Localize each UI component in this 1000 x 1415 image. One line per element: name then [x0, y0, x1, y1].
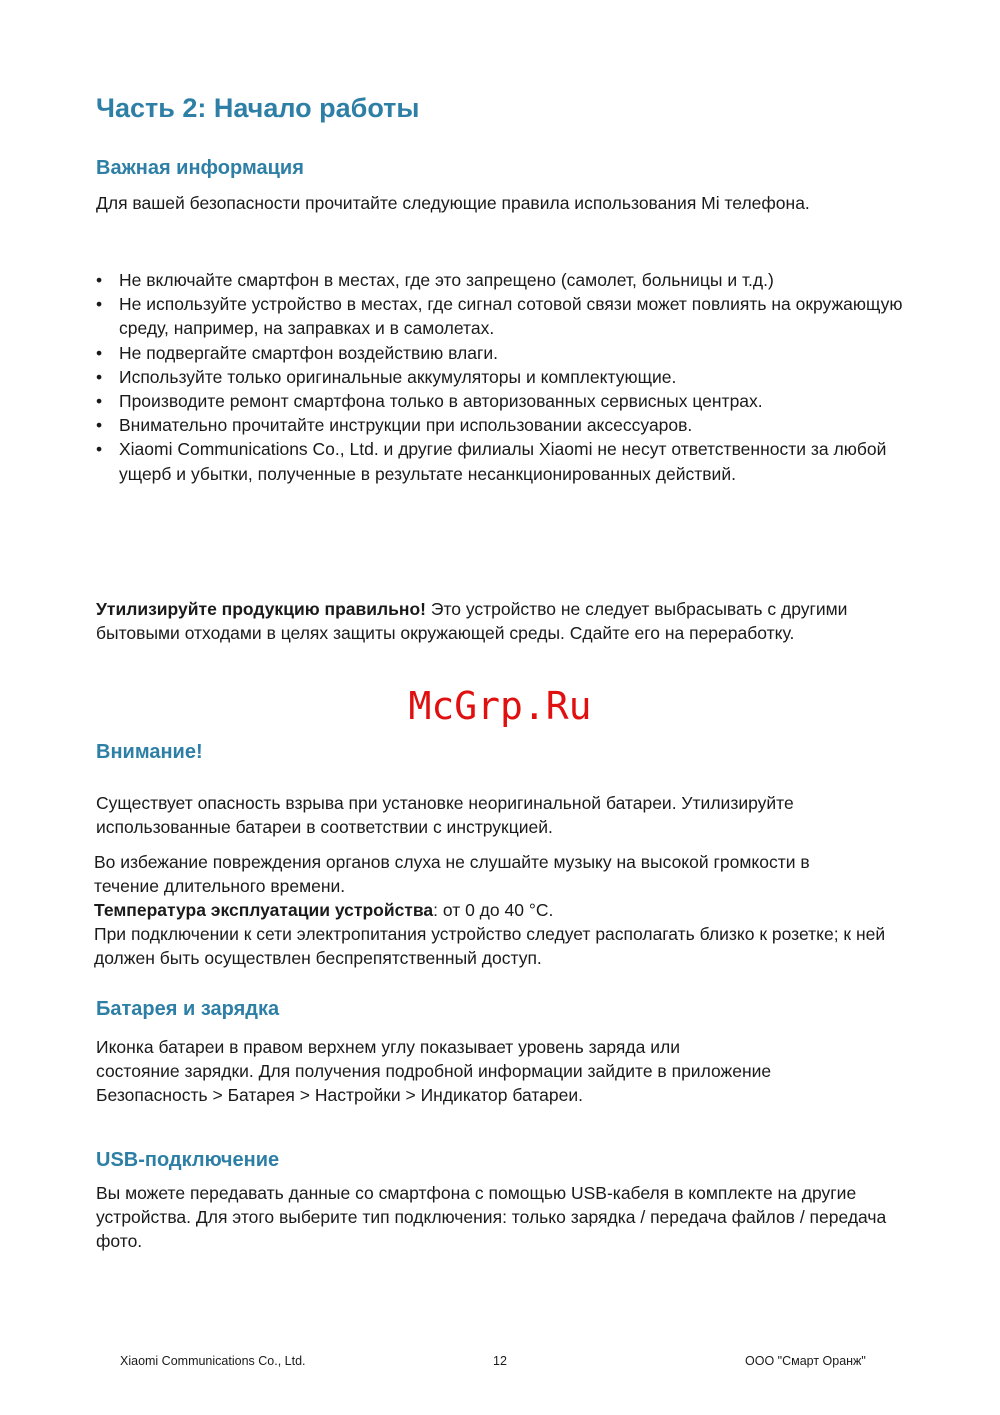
temperature-value: : от 0 до 40 °C.	[433, 900, 554, 920]
warning-socket: При подключении к сети электропитания устройство следует располагать близко к розетке; к ней должен быть осуществлен беспрепятственный доступ.	[94, 924, 886, 968]
usb-paragraph: Вы можете передавать данные со смартфона с помощью USB-кабеля в комплекте на другие устройства. Для этого выберите тип подключения: только зарядка / передача файлов / передача фото.	[96, 1183, 887, 1251]
safety-list	[96, 268, 926, 486]
important-heading: Важная информация	[96, 157, 304, 179]
warning-explosion: Существует опасность взрыва при установке неоригинальной батареи. Утилизируйте использованные батареи в соответствии с инструкцией.	[96, 793, 794, 837]
list-item: • Не включайте смартфон в местах, где это запрещено (самолет, больницы и т.д.)	[96, 268, 926, 292]
battery-line-2: состояние зарядки. Для получения подробной информации зайдите в приложение	[96, 1061, 772, 1081]
page-title: Часть 2: Начало работы	[96, 93, 420, 123]
disposal-bold: Утилизируйте продукцию правильно!	[96, 599, 426, 619]
important-intro: Для вашей безопасности прочитайте следующие правила использования Mi телефона.	[96, 193, 810, 213]
disposal-text: Это устройство не следует выбрасывать с другими бытовыми отходами в целях защиты окружающей среды. Сдайте его на переработку.	[96, 599, 848, 643]
list-item: • Используйте только оригинальные аккумуляторы и комплектующие.	[96, 365, 926, 389]
warning-hearing: Во избежание повреждения органов слуха не слушайте музыку на высокой громкости в течение длительного времени.	[94, 852, 810, 896]
list-item: • Производите ремонт смартфона только в авторизованных сервисных центрах.	[96, 389, 926, 413]
battery-heading: Батарея и зарядка	[96, 998, 280, 1020]
list-item: • Не подвергайте смартфон воздействию влаги.	[96, 341, 926, 365]
battery-line-1: Иконка батареи в правом верхнем углу показывает уровень заряда или	[96, 1037, 680, 1057]
usb-heading: USB-подключение	[96, 1149, 280, 1171]
page-number: 12	[493, 1354, 507, 1368]
watermark: McGrp.Ru	[408, 684, 592, 728]
list-item: • Внимательно прочитайте инструкции при использовании аксессуаров.	[96, 413, 926, 437]
temperature-bold: Температура эксплуатации устройства	[94, 900, 434, 920]
footer-company: Xiaomi Communications Co., Ltd.	[120, 1354, 306, 1368]
battery-paragraph	[96, 1035, 926, 1107]
warning-heading: Внимание!	[96, 741, 203, 763]
list-item: • Xiaomi Communications Co., Ltd. и другие филиалы Xiaomi не несут ответственности за любой ущерб и убытки, полученные в результате несанкционированных действий.	[96, 437, 926, 485]
warning-temperature	[94, 898, 924, 922]
list-item: • Не используйте устройство в местах, где сигнал сотовой связи может повлиять на окружающую среду, например, на заправках и в самолетах.	[96, 292, 926, 340]
disposal-paragraph	[96, 597, 896, 645]
footer-distributor: ООО "Смарт Оранж"	[745, 1354, 866, 1368]
battery-line-3: Безопасность > Батарея > Настройки > Индикатор батареи.	[96, 1085, 583, 1105]
